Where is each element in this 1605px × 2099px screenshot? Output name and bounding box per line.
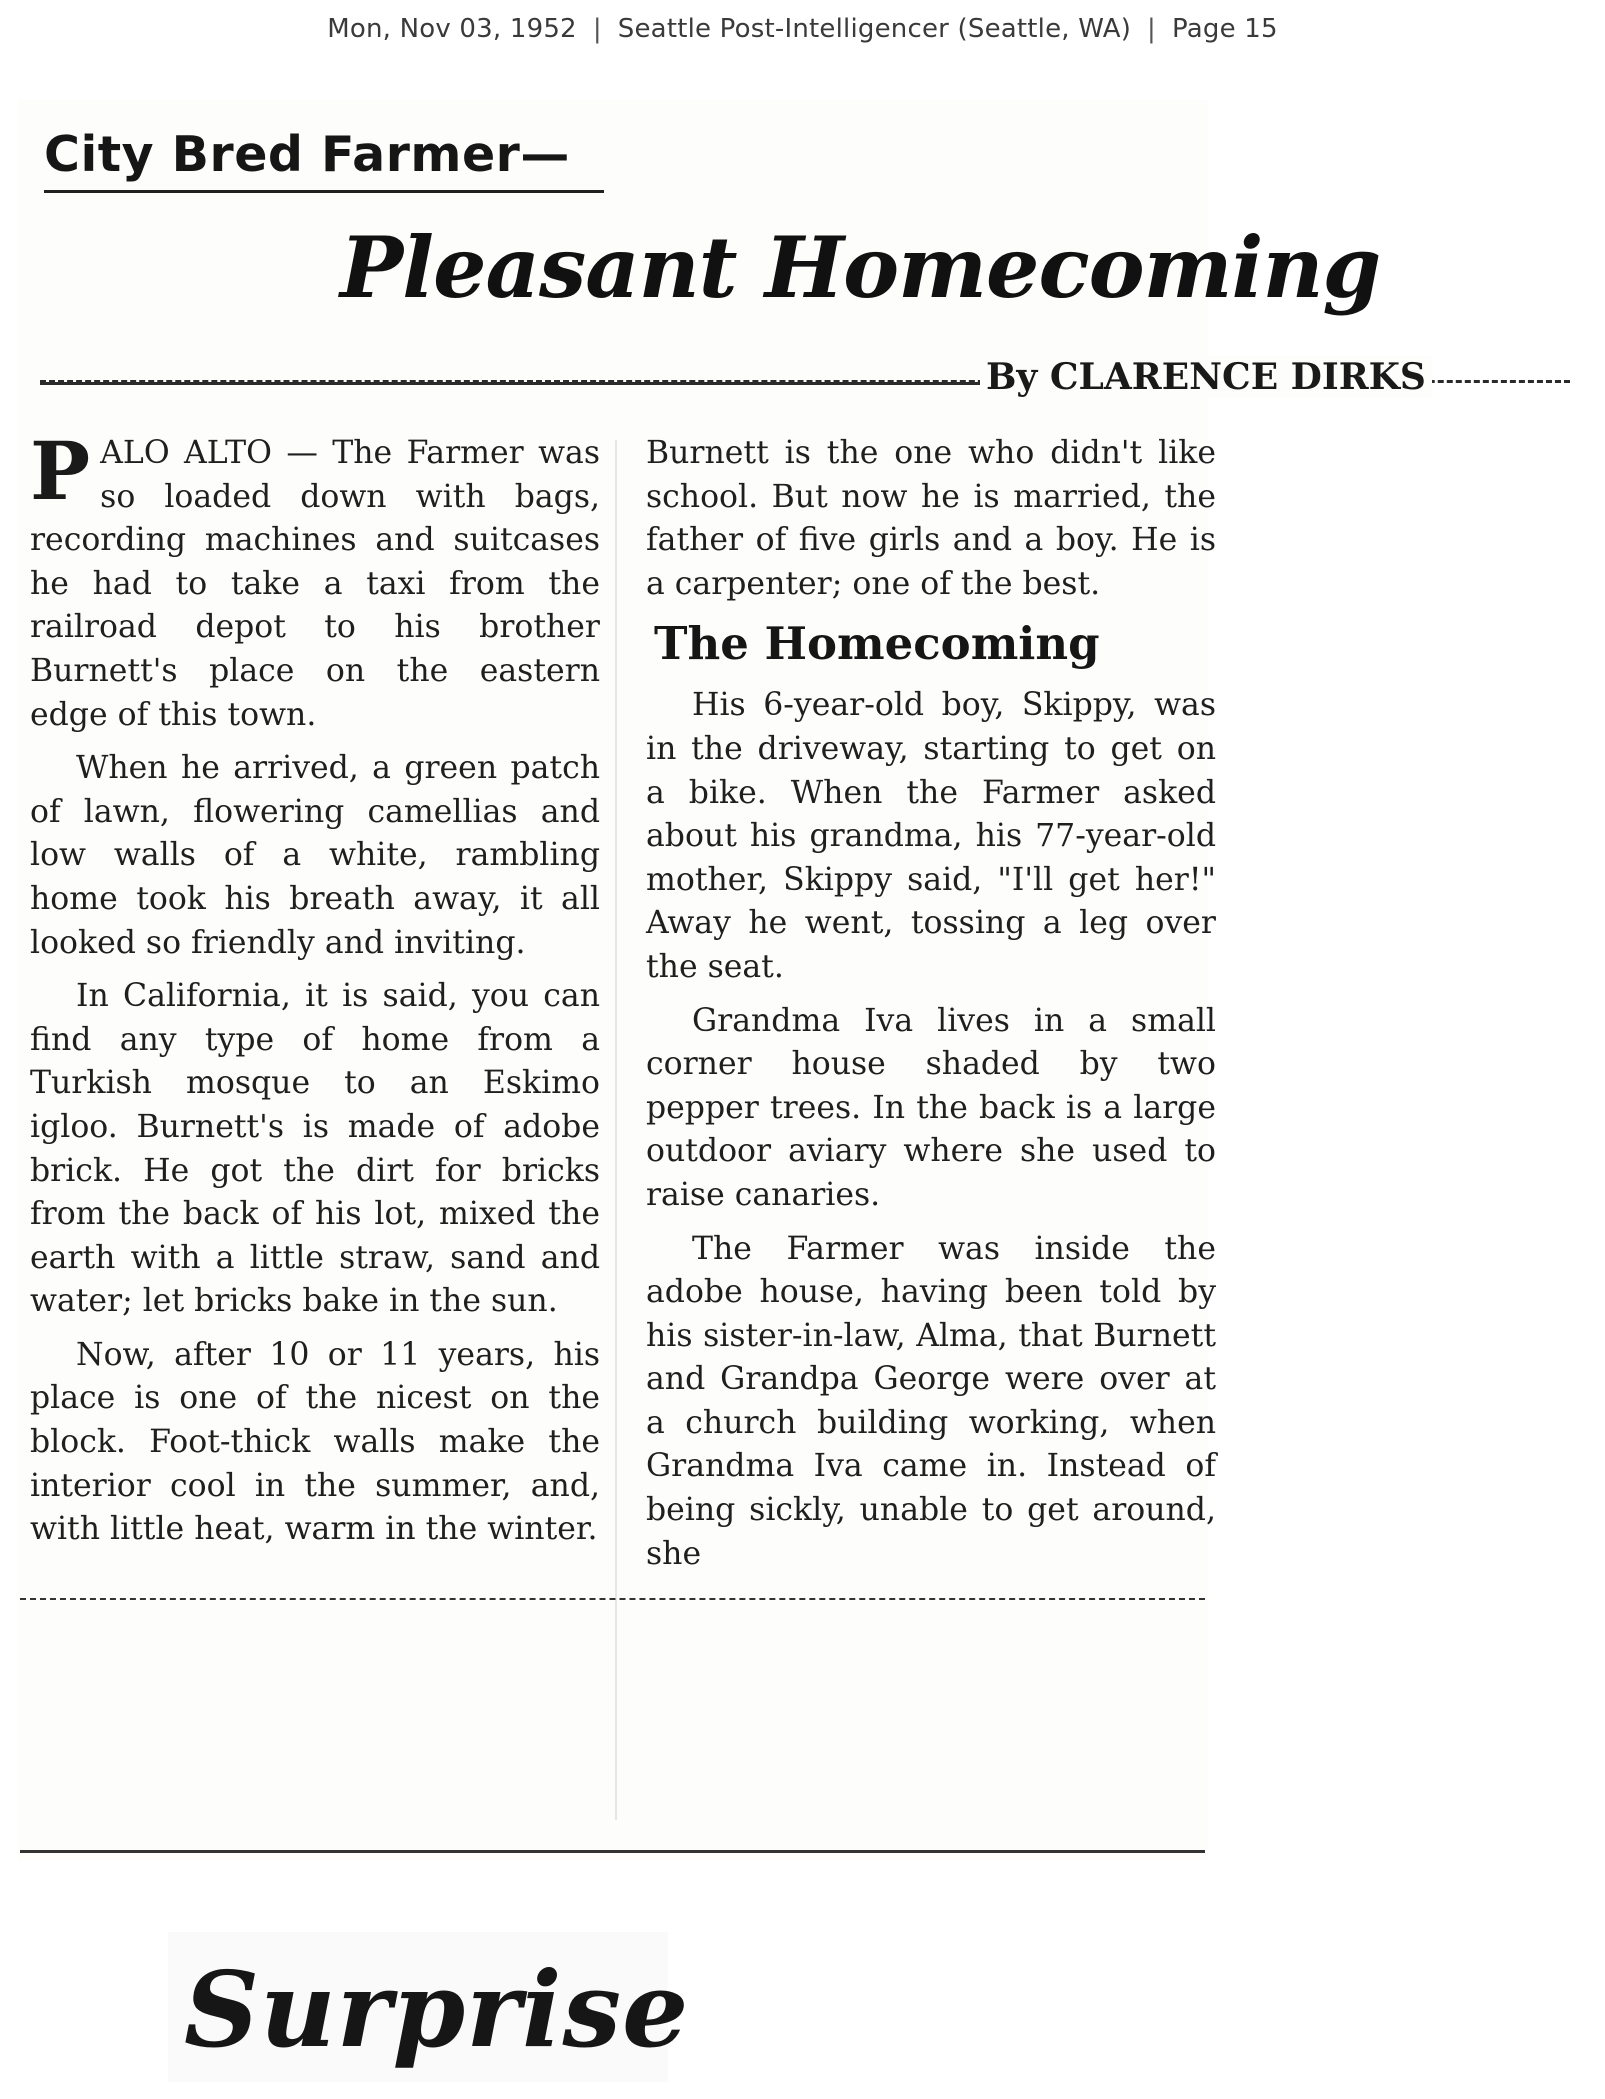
publication-name: Seattle Post-Intelligencer [617,14,950,44]
page-number: Page 15 [1172,14,1278,44]
article-paragraph: Now, after 10 or 11 years, his place is one of the nicest on the block. Foot-thick walls make the interior cool in the summer, and, with little heat, warm in the winter. [30,1336,600,1548]
article-paragraph: The Farmer was inside the adobe house, having been told by his sister-in-law, Alma, that Burnett and Grandpa George were over at a church building working, when Grandma Iva came in. Instead of being sickly, unable to get around, she [646,1230,1216,1572]
column-divider [615,440,617,1820]
publication-date: Mon, Nov 03, 1952 [327,14,577,44]
continuation-headline: Surprise [184,1948,690,2071]
article-paragraph: His 6-year-old boy, Skippy, was in the driveway, starting to get on a bike. When the Farmer asked about his grandma, his 77-year-old mother, Skippy said, "I'll get her!" Away he went, tossing a leg over the seat. [646,687,1216,985]
clipping-source-header [0,14,1605,44]
lead-paragraph [30,424,600,737]
article-paragraph: In California, it is said, you can find any type of home from a Turkish mosque to an Eskimo igloo. Burnett's is made of adobe brick. He got the dirt for bricks from the back of his lot, mixed the earth with a little straw, sand and water; let bricks bake in the sun. [30,978,600,1320]
article-paragraph: Grandma Iva lives in a small corner house shaded by two pepper trees. In the back is a large outdoor aviary where she used to raise canaries. [646,1002,1216,1213]
article-column-right [646,432,1216,1586]
drop-cap: P [30,424,91,518]
article-column-left [30,424,600,1562]
article-paragraph: When he arrived, a green patch of lawn, flowering camellias and low walls of a white, rambling home took his breath away, it all looked so friendly and inviting. [30,750,600,961]
headline-rule [40,382,980,385]
clipping-fold-line [20,1598,1205,1600]
header-separator: | [592,14,602,44]
article-paragraph: Burnett is the one who didn't like school. But now he is married, the father of five girls and a boy. He is a carpenter; one of the best. [646,435,1216,602]
article-kicker: City Bred Farmer— [44,126,570,183]
article-byline: By CLARENCE DIRKS [980,356,1432,398]
article-headline: Pleasant Homecoming [340,218,1381,317]
section-subhead: The Homecoming [654,617,1100,671]
header-separator: | [1147,14,1157,44]
lead-text: ALO ALTO — The Farmer was so loaded down with bags, recording machines and suitcases he had to take a taxi from the railroad depot to his brother Burnett's place on the eastern edge of this town. [30,435,600,733]
kicker-underline [44,190,604,193]
column-bottom-rule [20,1850,1205,1853]
publication-location: (Seattle, WA) [957,14,1132,44]
